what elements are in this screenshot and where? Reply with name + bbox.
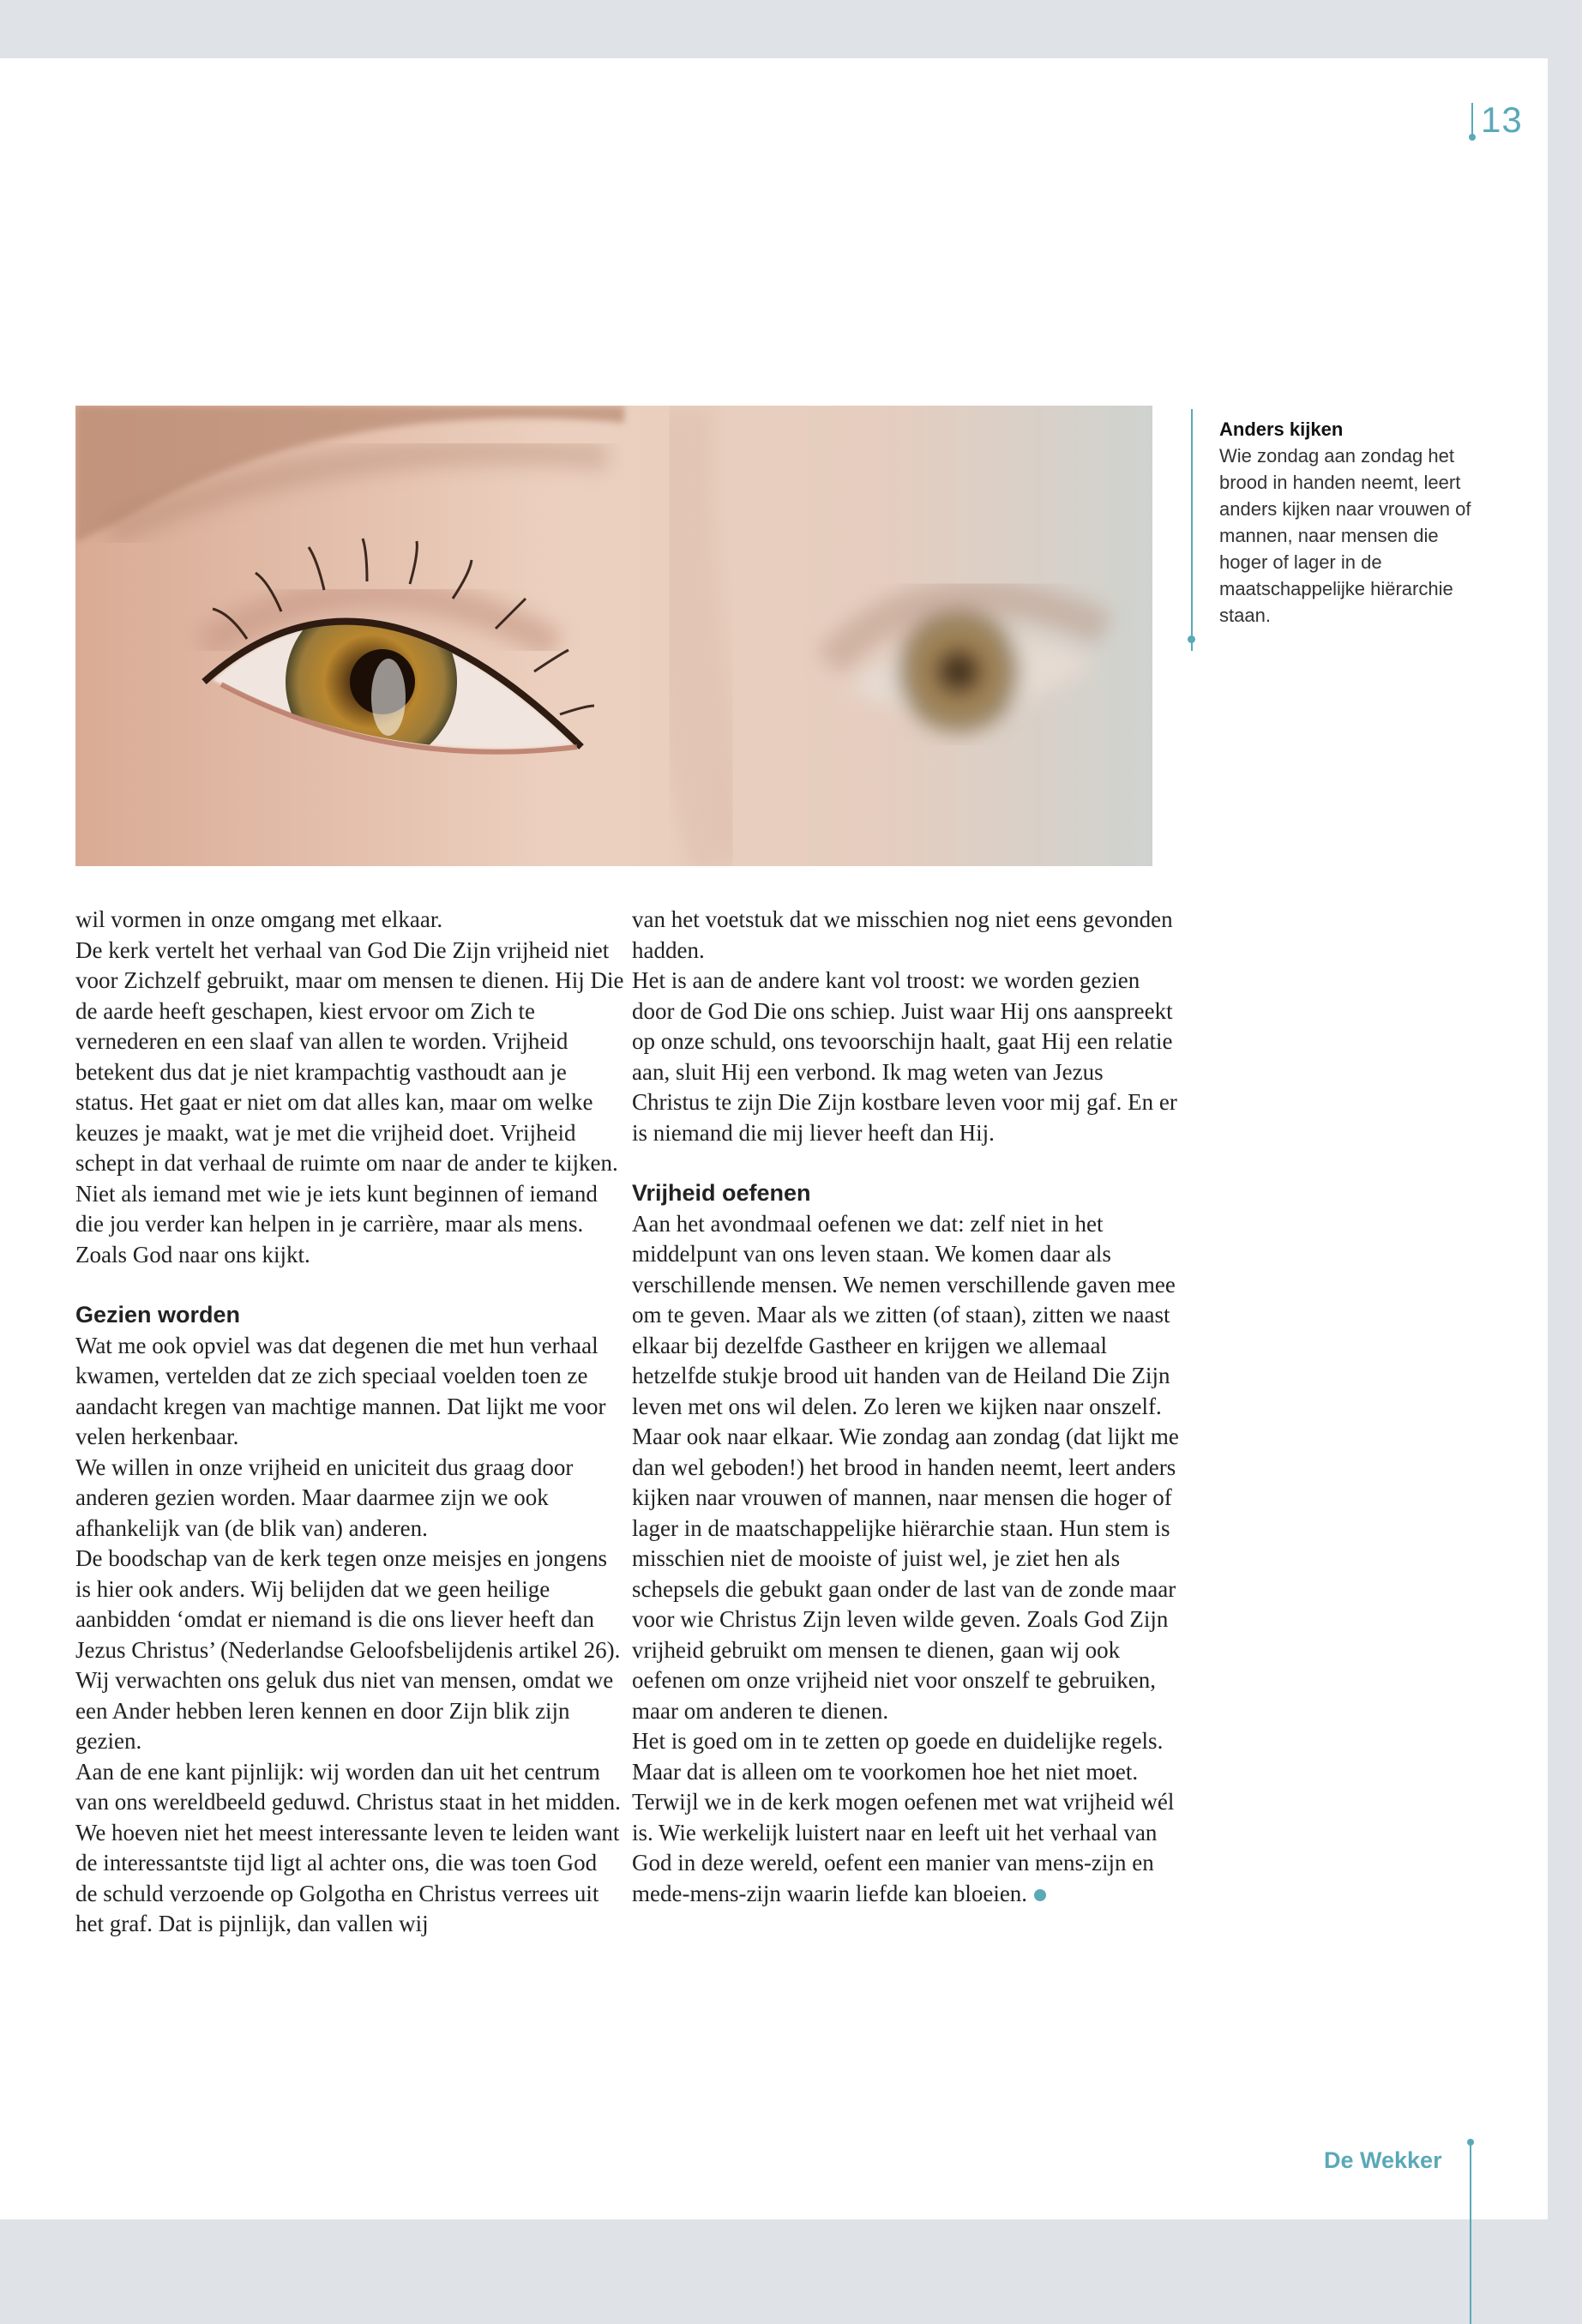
eye-photo	[75, 406, 1152, 866]
footer-rule	[1470, 2144, 1471, 2324]
subheading-gezien-worden: Gezien worden	[75, 1302, 241, 1328]
paragraph: We willen in onze vrijheid en uniciteit dus graag door anderen gezien worden. Maar daarmee zijn we ook afhankelijk van (de blik van) anderen.	[75, 1454, 574, 1541]
page-number: 13	[1481, 99, 1523, 140]
page-number-rule	[1471, 103, 1473, 137]
paragraph: Aan het avondmaal oefenen we dat: zelf niet in het middelpunt van ons leven staan. We komen daar als verschillende mensen. We nemen verschillende gaven mee om te geven. Maar als we zitten (of staan), zitten we naast elkaar bij dezelfde Gastheer en krijgen we allemaal hetzelfde stukje brood uit handen van de Heiland Die Zijn leven met ons wil delen. Zo leren we kijken naar onszelf. Maar ook naar elkaar. Wie zondag aan zondag (dat lijkt me dan wel geboden!) het brood in handen neemt, leert anders kijken naar vrouwen of mannen, naar mensen die hoger of lager in de maatschappelijke hiërarchie staan. Hun stem is misschien niet de mooiste of juist wel, je ziet hen als schepsels die gebukt gaan onder de last van de zonde maar voor wie Christus Zijn leven wilde geven. Zoals God Zijn vrijheid gebruikt om mensen te dienen, gaan wij ook oefenen om onze vrijheid niet voor onszelf te gebruiken, maar om anderen te dienen.	[632, 1210, 1179, 1724]
caption-text: Wie zondag aan zondag het brood in handen neemt, leert anders kijken naar vrouwen of mannen, naar mensen die hoger of lager in de maatschappelijke hiërarchie staan.	[1219, 445, 1471, 626]
caption-rule	[1191, 409, 1193, 651]
page-number-dot	[1469, 134, 1476, 141]
article-column-left	[75, 905, 624, 1940]
caption-dot	[1188, 635, 1195, 643]
paragraph: De kerk vertelt het verhaal van God Die Zijn vrijheid niet voor Zichzelf gebruikt, maar om mensen te dienen. Hij Die de aarde heeft geschapen, kiest ervoor om Zich te vernederen en een slaaf van allen te worden. Vrijheid betekent dus dat je niet krampachtig vasthoudt aan je status. Het gaat er niet om dat alles kan, maar om welke keuzes je maakt, wat je met die vrijheid doet. Vrijheid schept in dat verhaal de ruimte om naar de ander te kijken. Niet als iemand met wie je iets kunt beginnen of iemand die jou verder kan helpen in je carrière, maar als mens. Zoals God naar ons kijkt.	[75, 936, 624, 1267]
paragraph-final	[632, 1726, 1181, 1909]
magazine-page	[0, 58, 1548, 2219]
footer-brand: De Wekker	[1324, 2147, 1442, 2173]
caption-title: Anders kijken	[1219, 418, 1344, 440]
paragraph: wil vormen in onze omgang met elkaar.	[75, 906, 443, 932]
paragraph: van het voetstuk dat we misschien nog niet eens gevonden hadden.	[632, 906, 1173, 963]
final-paragraph-text: Het is goed om in te zetten op goede en duidelijke regels. Maar dat is alleen om te voorkomen hoe het niet moet. Terwijl we in de kerk mogen oefenen met wat vrijheid wél is. Wie werkelijk luistert naar en leeft uit het verhaal van God in deze wereld, oefent een manier van mens-zijn en mede-mens-zijn waarin liefde kan bloeien.	[632, 1728, 1175, 1906]
article-column-right	[632, 905, 1181, 1909]
eye-illustration	[75, 406, 1152, 866]
photo-caption	[1219, 416, 1477, 629]
subheading-vrijheid-oefenen: Vrijheid oefenen	[632, 1180, 811, 1206]
paragraph: Het is aan de andere kant vol troost: we worden gezien door de God Die ons schiep. Juist waar Hij ons aanspreekt op onze schuld, ons tevoorschijn haalt, gaat Hij een relatie aan, sluit Hij een verbond. Ik mag weten van Jezus Christus te zijn Die Zijn kostbare leven voor mij gaf. En er is niemand die mij liever heeft dan Hij.	[632, 967, 1177, 1146]
paragraph: De boodschap van de kerk tegen onze meisjes en jongens is hier ook anders. Wij belijden dat we geen heilige aanbidden ‘omdat er niemand is die ons liever heeft dan Jezus Christus’ (Nederlandse Geloofsbelijdenis artikel 26). Wij verwachten ons geluk dus niet van mensen, omdat we een Ander hebben leren kennen en door Zijn blik zijn gezien.	[75, 1545, 621, 1754]
paragraph: Wat me ook opviel was dat degenen die met hun verhaal kwamen, vertelden dat ze zich speciaal voelden toen ze aandacht kregen van machtige mannen. Dat lijkt me voor velen herkenbaar.	[75, 1332, 606, 1449]
end-mark-dot	[1034, 1889, 1046, 1901]
paragraph: Aan de ene kant pijnlijk: wij worden dan uit het centrum van ons wereldbeeld geduwd. Christus staat in het midden. We hoeven niet het meest interessante leven te leiden want de interessantste tijd ligt al achter ons, die was toen God de schuld verzoende op Golgotha en Christus verrees uit het graf. Dat is pijnlijk, dan vallen wij	[75, 1758, 621, 1936]
